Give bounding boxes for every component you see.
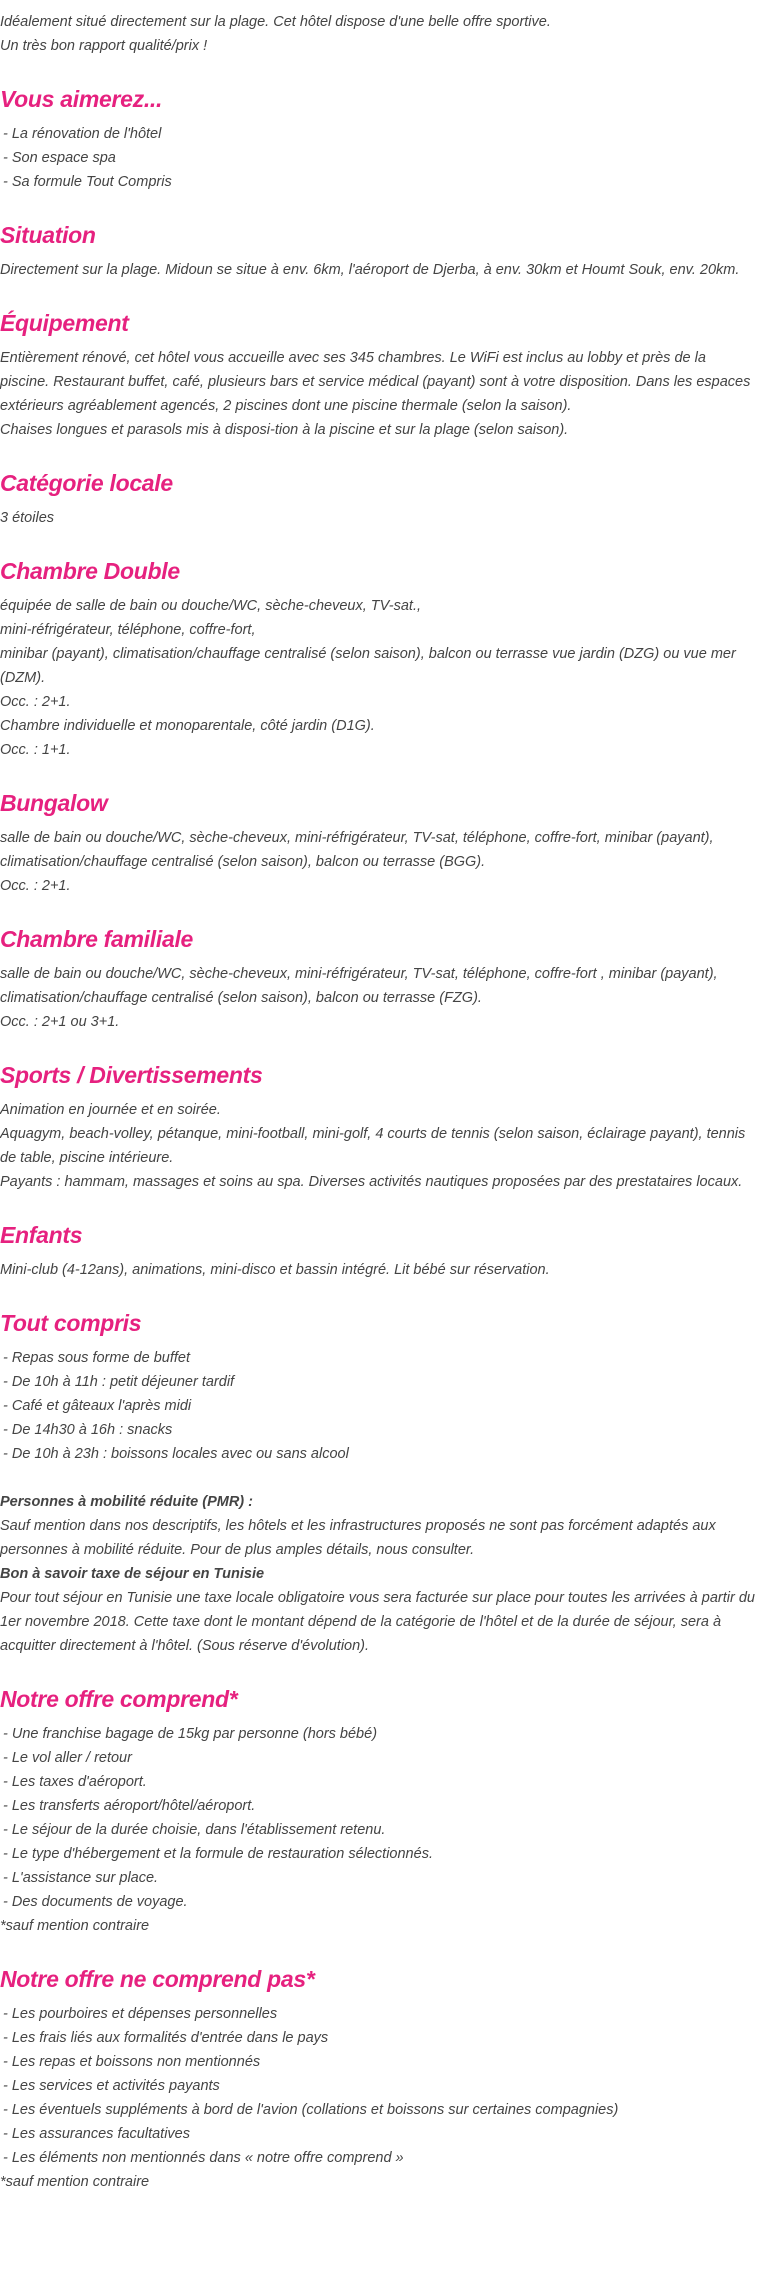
paragraph-line: Occ. : 2+1. xyxy=(0,878,71,894)
list-item: - Le vol aller / retour xyxy=(3,1750,132,1766)
section-title-aimerez: Vous aimerez... xyxy=(0,86,163,112)
list-item: - De 10h à 11h : petit déjeuner tardif xyxy=(3,1374,235,1390)
paragraph-line: minibar (payant), climatisation/chauffage centralisé (selon saison), balcon ou terrasse vue jardin (DZG) ou vue mer (DZM). xyxy=(0,646,736,686)
section-title-equipement: Équipement xyxy=(0,310,129,336)
list-item: - L'assistance sur place. xyxy=(3,1870,159,1886)
list-item: - Les frais liés aux formalités d'entrée dans le pays xyxy=(3,2030,329,2046)
section-title-familiale: Chambre familiale xyxy=(0,926,194,952)
list-item: - Les services et activités payants xyxy=(3,2078,220,2094)
section-title-sports: Sports / Divertissements xyxy=(0,1062,263,1088)
intro-line: Idéalement situé directement sur la plage. Cet hôtel dispose d'une belle offre sportive. xyxy=(0,14,551,30)
section-title-enfants: Enfants xyxy=(0,1222,83,1248)
comprend-list xyxy=(0,1722,758,1938)
list-item: - Les éléments non mentionnés dans « notre offre comprend » xyxy=(3,2150,404,2166)
taxe-text: Pour tout séjour en Tunisie une taxe locale obligatoire vous sera facturée sur place pour toutes les arrivées à partir du 1er novembre 2018. Cette taxe dont le montant dépend de la catégorie de l'hôtel et de la durée de séjour, sera à acquitter directement à l'hôtel. (Sous réserve d'évolution). xyxy=(0,1590,755,1654)
categorie-text: 3 étoiles xyxy=(0,510,55,526)
ne-comprend-pas-list xyxy=(0,2002,758,2194)
familiale-text xyxy=(0,962,758,1034)
list-item: - Les repas et boissons non mentionnés xyxy=(3,2054,261,2070)
list-item: - Café et gâteaux l'après midi xyxy=(3,1398,192,1414)
paragraph-line: Occ. : 2+1. xyxy=(0,694,71,710)
section-title-comprend: Notre offre comprend* xyxy=(0,1686,238,1712)
section-title-ne-comprend-pas: Notre offre ne comprend pas* xyxy=(0,1966,315,1992)
paragraph-line: Chaises longues et parasols mis à disposi-tion à la piscine et sur la plage (selon saison). xyxy=(0,422,569,438)
chambre-double-text xyxy=(0,594,758,762)
paragraph-line: salle de bain ou douche/WC, sèche-cheveux, mini-réfrigérateur, TV-sat, téléphone, coffre-fort, minibar (payant), climatisation/chauffage centralisé (selon saison), balcon ou terrasse (BGG). xyxy=(0,830,714,870)
taxe-heading: Bon à savoir taxe de séjour en Tunisie xyxy=(0,1566,265,1582)
list-item: - Les assurances facultatives xyxy=(3,2126,190,2142)
aimerez-list xyxy=(0,122,758,194)
footnote: *sauf mention contraire xyxy=(0,2174,150,2190)
paragraph-line: Chambre individuelle et monoparentale, côté jardin (D1G). xyxy=(0,718,375,734)
list-item: - Les taxes d'aéroport. xyxy=(3,1774,147,1790)
paragraph-line: mini-réfrigérateur, téléphone, coffre-fort, xyxy=(0,622,256,638)
list-item: - Les pourboires et dépenses personnelles xyxy=(3,2006,278,2022)
section-title-chambre-double: Chambre Double xyxy=(0,558,180,584)
paragraph-line: Payants : hammam, massages et soins au spa. Diverses activités nautiques proposées par des prestataires locaux. xyxy=(0,1174,743,1190)
paragraph-line: salle de bain ou douche/WC, sèche-cheveux, mini-réfrigérateur, TV-sat, téléphone, coffre-fort , minibar (payant), climatisation/chauffage centralisé (selon saison), balcon ou terrasse (FZG). xyxy=(0,966,718,1006)
paragraph-line: Occ. : 2+1 ou 3+1. xyxy=(0,1014,120,1030)
list-item: - Repas sous forme de buffet xyxy=(3,1350,190,1366)
intro xyxy=(0,10,758,58)
bungalow-text xyxy=(0,826,758,898)
equipement-text xyxy=(0,346,758,442)
list-item: - Une franchise bagage de 15kg par personne (hors bébé) xyxy=(3,1726,378,1742)
enfants-text: Mini-club (4-12ans), animations, mini-disco et bassin intégré. Lit bébé sur réservation. xyxy=(0,1262,550,1278)
list-item: - Des documents de voyage. xyxy=(3,1894,188,1910)
section-title-categorie: Catégorie locale xyxy=(0,470,173,496)
paragraph-line: Entièrement rénové, cet hôtel vous accueille avec ses 345 chambres. Le WiFi est inclus au lobby et près de la piscine. Restaurant buffet, café, plusieurs bars et service médical (payant) sont à votre disposition. Dans les espaces extérieurs agréablement agencés, 2 piscines dont une piscine thermale (selon la saison). xyxy=(0,350,751,414)
section-title-bungalow: Bungalow xyxy=(0,790,108,816)
list-item: - Les éventuels suppléments à bord de l'avion (collations et boissons sur certaines compagnies) xyxy=(3,2102,619,2118)
paragraph-line: Aquagym, beach-volley, pétanque, mini-football, mini-golf, 4 courts de tennis (selon saison, éclairage payant), tennis de table, piscine intérieure. xyxy=(0,1126,746,1166)
paragraph-line: Occ. : 1+1. xyxy=(0,742,71,758)
list-item: - Son espace spa xyxy=(3,150,116,166)
pmr-heading: Personnes à mobilité réduite (PMR) : xyxy=(0,1494,253,1510)
spacer xyxy=(0,1466,758,1490)
list-item: - De 14h30 à 16h : snacks xyxy=(3,1422,173,1438)
pmr-block xyxy=(0,1490,758,1658)
list-item: - Le séjour de la durée choisie, dans l'établissement retenu. xyxy=(3,1822,386,1838)
intro-line: Un très bon rapport qualité/prix ! xyxy=(0,38,208,54)
paragraph-line: Animation en journée et en soirée. xyxy=(0,1102,221,1118)
tout-compris-list xyxy=(0,1346,758,1466)
section-title-situation: Situation xyxy=(0,222,96,248)
list-item: - Les transferts aéroport/hôtel/aéroport. xyxy=(3,1798,256,1814)
paragraph-line: équipée de salle de bain ou douche/WC, sèche-cheveux, TV-sat., xyxy=(0,598,422,614)
list-item: - Le type d'hébergement et la formule de restauration sélectionnés. xyxy=(3,1846,433,1862)
situation-text: Directement sur la plage. Midoun se situe à env. 6km, l'aéroport de Djerba, à env. 30km et Houmt Souk, env. 20km. xyxy=(0,262,740,278)
section-title-tout-compris: Tout compris xyxy=(0,1310,142,1336)
pmr-text: Sauf mention dans nos descriptifs, les hôtels et les infrastructures proposés ne sont pas forcément adaptés aux personnes à mobilité réduite. Pour de plus amples détails, nous consulter. xyxy=(0,1518,716,1558)
list-item: - La rénovation de l'hôtel xyxy=(3,126,162,142)
list-item: - De 10h à 23h : boissons locales avec ou sans alcool xyxy=(3,1446,349,1462)
footnote: *sauf mention contraire xyxy=(0,1918,150,1934)
sports-text xyxy=(0,1098,758,1194)
list-item: - Sa formule Tout Compris xyxy=(3,174,172,190)
